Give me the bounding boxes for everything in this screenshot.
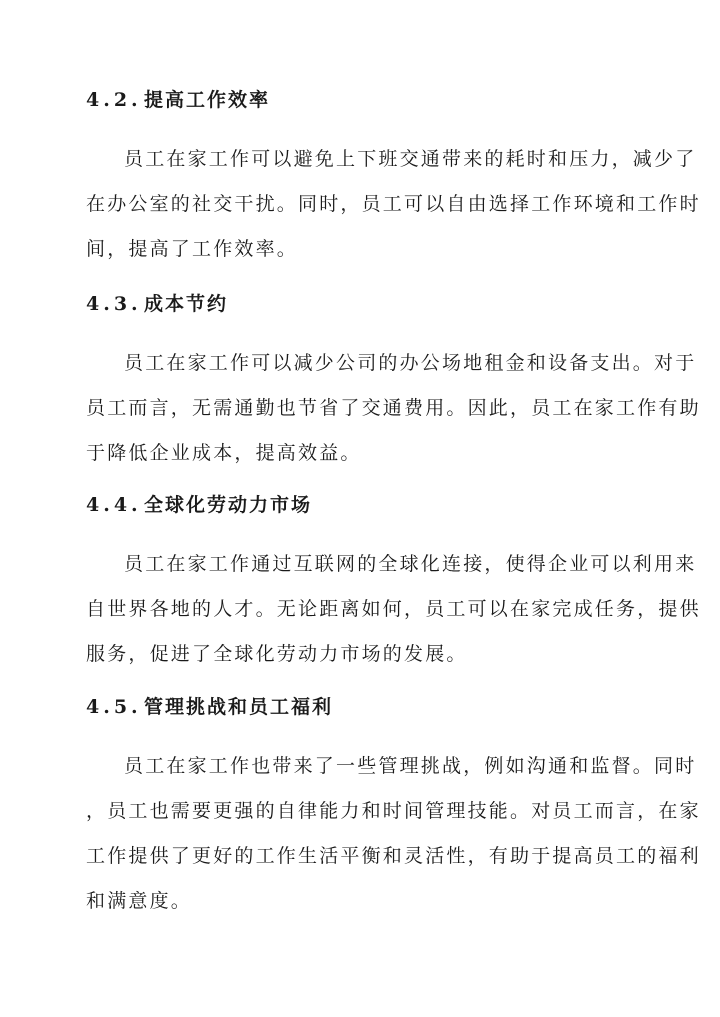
section-title: 提高工作效率 bbox=[144, 89, 271, 111]
section-heading-4-3 bbox=[86, 295, 228, 314]
section-title: 管理挑战和员工福利 bbox=[144, 696, 334, 718]
section-number: 4.3. bbox=[86, 293, 142, 315]
paragraph-line: 间，提高了工作效率。 bbox=[86, 238, 299, 260]
paragraph-line: 员工在家工作也带来了一些管理挑战，例如沟通和监督。同时 bbox=[124, 755, 697, 777]
paragraph-line: 在办公室的社交干扰。同时，员工可以自由选择工作环境和工作时 bbox=[86, 193, 701, 215]
paragraph-line: 工作提供了更好的工作生活平衡和灵活性，有助于提高员工的福利 bbox=[86, 845, 701, 867]
section-number: 4.4. bbox=[86, 494, 142, 516]
paragraph-line: 和满意度。 bbox=[86, 890, 193, 912]
section-paragraph-4-2 bbox=[86, 137, 701, 272]
paragraph-line: 于降低企业成本，提高效益。 bbox=[86, 442, 362, 464]
paragraph-line: ，员工也需要更强的自律能力和时间管理技能。对员工而言，在家 bbox=[86, 800, 701, 822]
section-title: 全球化劳动力市场 bbox=[144, 494, 313, 516]
paragraph-line: 员工在家工作通过互联网的全球化连接，使得企业可以利用来 bbox=[124, 553, 697, 575]
section-heading-4-4 bbox=[86, 496, 312, 515]
paragraph-line: 服务，促进了全球化劳动力市场的发展。 bbox=[86, 643, 468, 665]
section-title: 成本节约 bbox=[144, 293, 229, 315]
section-paragraph-4-3 bbox=[86, 341, 701, 476]
section-number: 4.2. bbox=[86, 89, 142, 111]
section-paragraph-4-4 bbox=[86, 542, 701, 677]
section-heading-4-2 bbox=[86, 91, 270, 110]
paragraph-line: 员工而言，无需通勤也节省了交通费用。因此，员工在家工作有助 bbox=[86, 397, 701, 419]
paragraph-line: 员工在家工作可以避免上下班交通带来的耗时和压力，减少了 bbox=[124, 148, 697, 170]
section-number: 4.5. bbox=[86, 696, 142, 718]
section-paragraph-4-5 bbox=[86, 744, 701, 924]
paragraph-line: 自世界各地的人才。无论距离如何，员工可以在家完成任务，提供 bbox=[86, 598, 701, 620]
paragraph-line: 员工在家工作可以减少公司的办公场地租金和设备支出。对于 bbox=[124, 352, 697, 374]
section-heading-4-5 bbox=[86, 698, 333, 717]
